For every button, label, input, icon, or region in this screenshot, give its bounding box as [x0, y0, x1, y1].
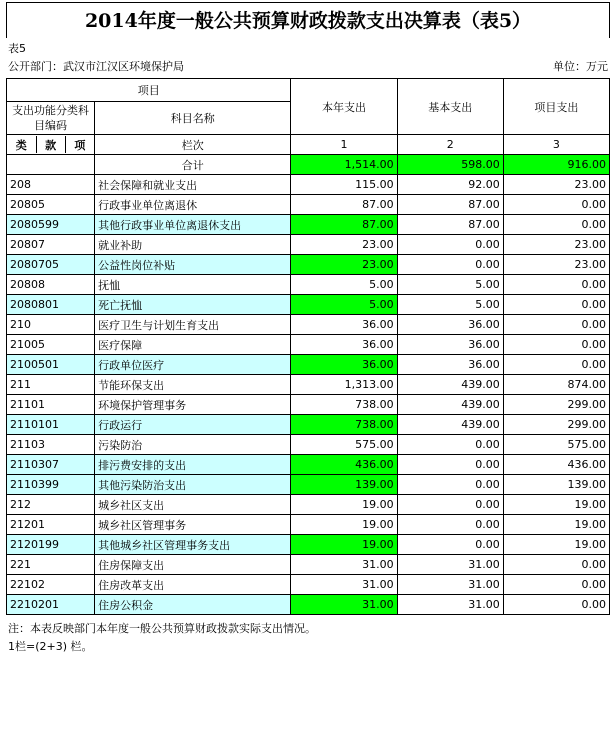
row-value-project: 19.00: [503, 535, 609, 555]
department-label: 公开部门：武汉市江汉区环境保护局: [8, 60, 184, 73]
table-row: [7, 455, 610, 475]
row-value-current: 31.00: [291, 595, 397, 615]
table-row: [7, 315, 610, 335]
row-name: 环境保护管理事务: [95, 395, 291, 415]
row-code: 2080801: [7, 295, 95, 315]
row-code: 2210201: [7, 595, 95, 615]
row-code: 212: [7, 495, 95, 515]
row-name: 污染防治: [95, 435, 291, 455]
table-row: [7, 375, 610, 395]
row-name: 其他城乡社区管理事务支出: [95, 535, 291, 555]
row-value-project: 23.00: [503, 255, 609, 275]
header-name: 科目名称: [95, 102, 291, 135]
title-bar: [6, 2, 610, 38]
row-name: 住房公积金: [95, 595, 291, 615]
row-name: 住房保障支出: [95, 555, 291, 575]
row-name: 医疗保障: [95, 335, 291, 355]
table-row: [7, 475, 610, 495]
row-name: 节能环保支出: [95, 375, 291, 395]
total-current: 1,514.00: [291, 155, 397, 175]
table-row: [7, 355, 610, 375]
table-row: [7, 535, 610, 555]
table-row: [7, 435, 610, 455]
note-line-1: 注：本表反映部门本年度一般公共预算财政拨款实际支出情况。: [8, 622, 316, 635]
row-name: 行政运行: [95, 415, 291, 435]
row-name: 住房改革支出: [95, 575, 291, 595]
row-value-project: 299.00: [503, 395, 609, 415]
row-value-basic: 439.00: [397, 415, 503, 435]
row-value-basic: 87.00: [397, 215, 503, 235]
row-value-basic: 36.00: [397, 335, 503, 355]
row-code: 2110399: [7, 475, 95, 495]
row-value-basic: 31.00: [397, 555, 503, 575]
table-total-row: [7, 155, 610, 175]
row-value-project: 299.00: [503, 415, 609, 435]
row-value-basic: 0.00: [397, 475, 503, 495]
row-value-current: 436.00: [291, 455, 397, 475]
table-row: [7, 335, 610, 355]
row-value-project: 23.00: [503, 235, 609, 255]
row-value-basic: 0.00: [397, 455, 503, 475]
row-value-current: 19.00: [291, 515, 397, 535]
row-name: 死亡抚恤: [95, 295, 291, 315]
table-row: [7, 395, 610, 415]
row-code: 21103: [7, 435, 95, 455]
row-value-basic: 0.00: [397, 495, 503, 515]
row-name: 城乡社区支出: [95, 495, 291, 515]
row-value-current: 31.00: [291, 555, 397, 575]
total-label: 合计: [95, 155, 291, 175]
header-lanci-2: 2: [397, 135, 503, 155]
row-value-project: 23.00: [503, 175, 609, 195]
row-name: 社会保障和就业支出: [95, 175, 291, 195]
note-line-2: 1栏=(2+3) 栏。: [8, 640, 93, 653]
row-code: 210: [7, 315, 95, 335]
row-value-basic: 31.00: [397, 595, 503, 615]
row-value-project: 874.00: [503, 375, 609, 395]
row-value-project: 0.00: [503, 295, 609, 315]
row-value-current: 87.00: [291, 195, 397, 215]
table-row: [7, 195, 610, 215]
row-code: 2100501: [7, 355, 95, 375]
table-row: [7, 415, 610, 435]
header-lanci-3: 3: [503, 135, 609, 155]
row-value-current: 36.00: [291, 335, 397, 355]
row-value-basic: 36.00: [397, 315, 503, 335]
row-value-current: 5.00: [291, 275, 397, 295]
header-code: 支出功能分类科目编码: [7, 102, 95, 135]
row-value-current: 5.00: [291, 295, 397, 315]
row-value-project: 0.00: [503, 215, 609, 235]
table-row: [7, 555, 610, 575]
table-row: [7, 175, 610, 195]
row-value-project: 139.00: [503, 475, 609, 495]
row-code: 2080705: [7, 255, 95, 275]
row-name: 其他行政事业单位离退休支出: [95, 215, 291, 235]
row-value-project: 19.00: [503, 495, 609, 515]
row-code: 208: [7, 175, 95, 195]
row-code: 21201: [7, 515, 95, 535]
table-row: [7, 235, 610, 255]
row-value-basic: 87.00: [397, 195, 503, 215]
row-value-project: 0.00: [503, 575, 609, 595]
row-value-project: 0.00: [503, 595, 609, 615]
row-value-current: 738.00: [291, 395, 397, 415]
row-code: 21005: [7, 335, 95, 355]
table-row: [7, 495, 610, 515]
row-value-basic: 0.00: [397, 515, 503, 535]
row-value-current: 23.00: [291, 235, 397, 255]
row-value-project: 0.00: [503, 555, 609, 575]
row-value-basic: 92.00: [397, 175, 503, 195]
total-code-cell: [7, 155, 95, 175]
header-lanci-label: 栏次: [95, 135, 291, 155]
table-row: [7, 295, 610, 315]
header-col-current: 本年支出: [291, 79, 397, 135]
row-value-current: 19.00: [291, 495, 397, 515]
header-col-project: 项目支出: [503, 79, 609, 135]
table-row: [7, 255, 610, 275]
table-row: [7, 595, 610, 615]
row-code: 20807: [7, 235, 95, 255]
row-value-current: 31.00: [291, 575, 397, 595]
row-value-current: 115.00: [291, 175, 397, 195]
table-row: [7, 275, 610, 295]
row-code: 22102: [7, 575, 95, 595]
row-code: 21101: [7, 395, 95, 415]
row-code: 20805: [7, 195, 95, 215]
row-value-basic: 0.00: [397, 255, 503, 275]
row-code: 2080599: [7, 215, 95, 235]
page-title: 2014年度一般公共预算财政拨款支出决算表（表5）: [84, 10, 532, 32]
row-value-project: 19.00: [503, 515, 609, 535]
row-code: 2110307: [7, 455, 95, 475]
row-value-basic: 0.00: [397, 235, 503, 255]
row-value-current: 738.00: [291, 415, 397, 435]
header-sub-code-xiang: 项: [74, 138, 86, 152]
header-item-group: 项目: [7, 79, 291, 102]
row-value-current: 139.00: [291, 475, 397, 495]
header-sub-code-cell: [7, 135, 95, 155]
row-value-project: 0.00: [503, 335, 609, 355]
table-row: [7, 215, 610, 235]
row-name: 城乡社区管理事务: [95, 515, 291, 535]
row-code: 221: [7, 555, 95, 575]
row-value-project: 0.00: [503, 275, 609, 295]
row-code: 2110101: [7, 415, 95, 435]
total-basic: 598.00: [397, 155, 503, 175]
row-value-current: 575.00: [291, 435, 397, 455]
row-name: 就业补助: [95, 235, 291, 255]
row-code: 20808: [7, 275, 95, 295]
row-code: 2120199: [7, 535, 95, 555]
row-value-project: 0.00: [503, 355, 609, 375]
row-value-project: 0.00: [503, 315, 609, 335]
row-value-current: 19.00: [291, 535, 397, 555]
row-name: 其他污染防治支出: [95, 475, 291, 495]
row-value-project: 436.00: [503, 455, 609, 475]
row-value-basic: 5.00: [397, 275, 503, 295]
table-row: [7, 515, 610, 535]
table-header-row-1: [7, 79, 610, 102]
row-name: 行政单位医疗: [95, 355, 291, 375]
row-value-basic: 439.00: [397, 395, 503, 415]
meta-row: [6, 56, 610, 76]
row-name: 行政事业单位离退休: [95, 195, 291, 215]
row-value-current: 1,313.00: [291, 375, 397, 395]
row-value-project: 575.00: [503, 435, 609, 455]
row-code: 211: [7, 375, 95, 395]
row-value-current: 36.00: [291, 315, 397, 335]
row-value-current: 87.00: [291, 215, 397, 235]
table-header-row-lanci: [7, 135, 610, 155]
header-lanci-1: 1: [291, 135, 397, 155]
row-name: 医疗卫生与计划生育支出: [95, 315, 291, 335]
row-name: 公益性岗位补贴: [95, 255, 291, 275]
header-sub-code-kuan: 款: [36, 136, 65, 153]
row-name: 排污费安排的支出: [95, 455, 291, 475]
unit-label: 单位：万元: [553, 60, 608, 73]
header-sub-code-lei: 类: [7, 136, 36, 153]
table-number: 表5: [8, 42, 26, 55]
report-page: [0, 2, 616, 731]
row-value-project: 0.00: [503, 195, 609, 215]
row-value-basic: 0.00: [397, 435, 503, 455]
row-value-basic: 0.00: [397, 535, 503, 555]
row-value-current: 23.00: [291, 255, 397, 275]
table-row: [7, 575, 610, 595]
row-name: 抚恤: [95, 275, 291, 295]
table-body: [7, 175, 610, 615]
notes-block: [6, 615, 610, 656]
row-value-basic: 31.00: [397, 575, 503, 595]
row-value-basic: 36.00: [397, 355, 503, 375]
header-col-basic: 基本支出: [397, 79, 503, 135]
row-value-basic: 5.00: [397, 295, 503, 315]
total-project: 916.00: [503, 155, 609, 175]
row-value-current: 36.00: [291, 355, 397, 375]
row-value-basic: 439.00: [397, 375, 503, 395]
budget-table: [6, 78, 610, 615]
